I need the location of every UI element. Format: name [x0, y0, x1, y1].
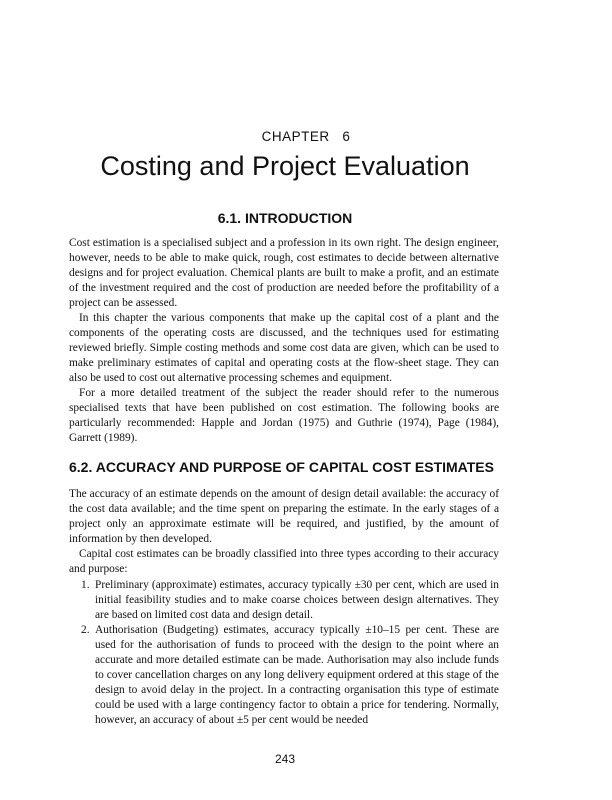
- list-text: Authorisation (Budgeting) estimates, accuracy typically ±10–15 per cent. These are used for the authorisation of funds to proceed with the design to the point where an accurate and more detailed estimate can be made. Authorisation may also include funds to cover cancellation charges on any long delivery equipment ordered at this stage of the design to avoid delay in the project. In a contracting organisation this type of estimate could be used with a large contingency factor to obtain a price for tendering. Normally, however, an accuracy of about ±5 per cent would be needed: [95, 624, 499, 726]
- section-heading-accuracy: 6.2. ACCURACY AND PURPOSE OF CAPITAL COST ESTIMATES: [69, 459, 494, 475]
- section-heading-introduction: 6.1. INTRODUCTION: [217, 210, 353, 226]
- list-item: [81, 578, 499, 623]
- paragraph: For a more detailed treatment of the subject the reader should refer to the numerous specialised texts that have been published on cost estimation. The following books are particularly recommended: Happle and Jordan (1975) and Guthrie (1974), Page (1984), Garrett (1989).: [69, 387, 499, 444]
- chapter-label: CHAPTER 6: [261, 129, 351, 144]
- list-number: 2.: [81, 624, 90, 636]
- estimate-types-list: [69, 578, 499, 728]
- page-number: 243: [274, 752, 296, 766]
- accuracy-body: [69, 487, 499, 577]
- paragraph: The accuracy of an estimate depends on the amount of design detail available: the accuracy of the cost data available; and the time spent on preparing the estimate. In the early stages of a project only an approximate estimate will be required, and justified, by the amount of information by then developed.: [69, 488, 499, 545]
- list-number: 1.: [81, 579, 90, 591]
- list-item: [81, 623, 499, 728]
- paragraph: Capital cost estimates can be broadly classified into three types according to their accuracy and purpose:: [69, 548, 499, 575]
- chapter-title: Costing and Project Evaluation: [100, 151, 470, 181]
- paragraph: Cost estimation is a specialised subject and a profession in its own right. The design engineer, however, needs to be able to make quick, rough, cost estimates to decide between alternative designs and for project evaluation. Chemical plants are built to make a profit, and an estimate of the investment required and the cost of production are needed before the profitability of a project can be assessed.: [69, 237, 499, 309]
- list-text: Preliminary (approximate) estimates, accuracy typically ±30 per cent, which are used in initial feasibility studies and to make coarse choices between design alternatives. They are based on limited cost data and design detail.: [95, 579, 499, 621]
- paragraph: In this chapter the various components that make up the capital cost of a plant and the components of the operating costs are discussed, and the techniques used for estimating reviewed briefly. Simple costing methods and some cost data are given, which can be used to make preliminary estimates of capital and operating costs at the flow-sheet stage. They can also be used to cost out alternative processing schemes and equipment.: [69, 312, 499, 384]
- introduction-body: [69, 236, 499, 446]
